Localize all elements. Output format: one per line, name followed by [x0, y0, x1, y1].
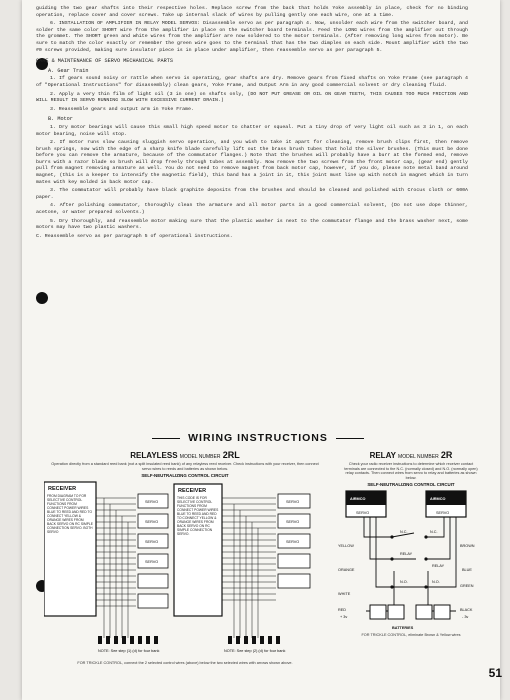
relay-note: Check your radio receiver instructions to determine which receiver contact terminals are connected to the N.C. (normally closed) and N.O. (normally open) relay contacts. Then connect wires from servo to relay and batteries as shown below.: [344, 462, 478, 480]
paragraph-gear-3: 3. Reassemble gears and output arm in Yoke Frame.: [50, 106, 194, 112]
receiver-2-note: THIS CODE IS FOR SELECTIVE CONTROL FUNCTIONS FROM CONNECT POWER WIRES BLUE TO REED AND RED TO CONNECT YELLOW & ORANGE WIRES FROM BACK SERVO ON RC SIMPLE CONNECTION SERVO.: [177, 496, 219, 537]
relay-model: 2R: [440, 450, 453, 460]
minus-3v-label: - 3v: [462, 615, 469, 620]
nc-label-1: N.C.: [400, 530, 408, 535]
paragraph-motor-2: 2. If motor runs slow causing sluggish servo operation, and you wish to take it apart for cleaning, remove brush clips first, then remove brush springs, now with the edge of a sharp knife blade carefully lift out the brass brush tubes that hold the silver brushes. (This must be done before you can remove the armature, because of the commutator flanges.) Note that the brushes will probably have a burr at the formed end, remove burrs with a razor blade so brush will drop freely through tubes at assembly. Now remove the two screws from the front motor cap, (gear end) gently pull from magnet removing armature as well. You do not need to remove magnet from back motor cap, however, if you do, please note metal band around magnet, (this is a keeper to intensify the magnetic field), this band has a joint in it, this joint must line up with notch in magnet which in turn mates with key molded in back motor cap.: [36, 140, 468, 185]
wire-blue-label: BLUE: [462, 568, 472, 573]
motor-heading: B. Motor: [48, 116, 73, 123]
servo-label: SERVO: [145, 500, 159, 505]
servo-1-brand: AIRMCO: [350, 497, 366, 502]
paragraph-amplifier: 6. INSTALLATION OF AMPLIFIER IN RELAY MODEL SERVOS: Disassemble servo as per paragraph 4. Now, unsolder each wire from the switcher board, and solder the same color SHORT wire from the amplifier in place on the switcher board terminals. Feed the LONG wires from the amplifier out through the grommet. The SHORT green and white wires from the amplifier are now soldered to the motor terminals. (After removing long wires from motor). Be sure to match the color exactly or remember the green wire goes to the terminal that has the two dimples on each side. Mount amplifier with the two #0 screws provided, making sure insulator piece is in place under amplifier, then reassemble servo as per paragraph 5.: [36, 21, 468, 53]
title-rule-left: [152, 438, 180, 439]
relayless-footer: FOR TRICKLE CONTROL, connect the 2 selected control wires (above) below the two selected wires with arrows shown above.: [77, 661, 293, 666]
relayless-model: 2RL: [222, 450, 240, 460]
servo-label: SERVO: [286, 540, 300, 545]
relay-label-1: RELAY: [400, 552, 413, 557]
relay-name: RELAY: [369, 451, 396, 460]
paragraph-motor-4: 4. After polishing commutator, thoroughly clean the armature and all motor parts in a good commercial solvent, (Do not use dope thinner, acetone, or water prepared solvents.): [36, 203, 468, 216]
paragraph-motor-3: 3. The commutator will probably have black graphite deposits from the brushes and should be cleaned and polished with Crocus cloth or 600A paper.: [36, 188, 468, 200]
wire-white-label: WHITE: [338, 592, 351, 597]
relayless-name: RELAYLESS: [130, 451, 178, 460]
wire-orange-label: ORANGE: [338, 568, 355, 573]
paragraph-gear-1: 1. If gears sound noisy or rattle when servo is operating, gear shafts are dry. Remove gears from fixed shafts on Yoke Frame (see paragraph 4 of "Operational Instructions" for disassembly) clean gears, Yoke Frame, and Output Arm in any good commercial solvent or dry cleaning fluid.: [36, 76, 468, 88]
relay-diagram: [336, 450, 486, 680]
paragraph-motor-5: 5. Dry thoroughly, and reassemble motor making sure that the plastic washer is next to the commutator flange and the brass washer next, some motors may have two plastic washers.: [36, 218, 468, 231]
caption-2: NOTE: See step (2) (d) for four bank: [224, 649, 286, 654]
relay-circuit-title: SELF-NEUTRALIZING CONTROL CIRCUIT: [367, 482, 455, 488]
receiver-1-label: RECEIVER: [48, 486, 77, 493]
no-label-1: N.O.: [400, 580, 408, 585]
servo-blocks-1: [138, 494, 168, 608]
gear-heading: A. Gear Train: [48, 67, 89, 74]
wire-yellow-label: YELLOW: [338, 544, 354, 549]
servo-2-label: SERVO: [436, 511, 450, 516]
servo-1-label: SERVO: [356, 511, 370, 516]
relay-footer: FOR TRICKLE CONTROL, eliminate Brown & Yellow wires: [361, 633, 461, 638]
wire-green-label: GREEN: [460, 584, 474, 589]
plus-3v-label: + 3v: [340, 615, 348, 620]
caption-1: NOTE: See step (1) (d) for four bank: [98, 649, 160, 654]
reed-contacts: [98, 636, 280, 644]
relayless-title: [44, 450, 326, 460]
batteries-label: BATTERIES: [392, 626, 414, 631]
nc-label-2: N.C.: [430, 530, 438, 535]
servo-2-brand: AIRMCO: [430, 497, 446, 502]
relay-model-label: MODEL NUMBER: [398, 454, 439, 460]
relayless-schematic: [44, 478, 326, 654]
servo-label: SERVO: [286, 520, 300, 525]
no-label-2: N.O.: [432, 580, 440, 585]
servo-label: SERVO: [286, 500, 300, 505]
title-rule-right: [336, 438, 364, 439]
paragraph-gear-2: 2. Apply a very thin film of light oil (3 in one) on shafts only, (DO NOT PUT GREASE OR OIL ON GEAR TEETH, THIS CAUSES TOO MUCH FRICTION AND WILL RESULT IN SERVO RUNNING SLOW WITH EXCESSIVE CURRENT DRAIN.): [36, 91, 468, 104]
relay-footer-box: [346, 633, 476, 653]
receiver-2-note-box: [177, 496, 220, 556]
receiver-1-note-box: [47, 494, 93, 554]
care-heading: CARE & MAINTENANCE OF SERVO MECHANICAL PARTS: [36, 58, 173, 65]
wire-bundle-2: [222, 498, 276, 638]
servo-label: SERVO: [145, 540, 159, 545]
servo-label: SERVO: [145, 560, 159, 565]
page-number: 51: [488, 666, 502, 680]
relayless-model-label: MODEL NUMBER: [179, 454, 221, 460]
wire-brown-label: BROWN: [460, 544, 475, 549]
body-text: [36, 6, 468, 242]
receiver-2-label: RECEIVER: [178, 488, 207, 495]
battery-cells: [370, 605, 450, 619]
servo-label: SERVO: [145, 520, 159, 525]
wire-bundle-1: [96, 498, 136, 638]
relay-schematic: [336, 487, 486, 657]
paragraph-motor-1: 1. Dry motor bearings will cause this small high speed motor to chatter or squeal. Put a tiny drop of very light oil such as 3 in 1, on each motor bearing, noise will stop.: [36, 124, 468, 137]
relayless-note: Operation directly from a standard reed bank (not a split insulated reed bank) of any relayless reed receiver. Check instructions with your receiver, then connect servo wires to reeds and batteries as shown below.: [51, 462, 319, 471]
relay-contacts: [390, 536, 427, 589]
wire-black-label: BLACK: [460, 608, 473, 613]
receiver-1-note: FROM DIAGRAM TO FOR SELECTIVE CONTROL FUNCTIONS FROM CONNECT POWER WIRES BLUE TO REED AND RED TO CONNECT YELLOW & ORANGE WIRES FROM BACK SERVO ON RC SIMPLE CONNECTION SERVO. BOTH SERVO: [47, 494, 93, 535]
relayless-circuit-title: SELF-NEUTRALIZING CONTROL CIRCUIT: [141, 473, 229, 479]
wiring-title: WIRING INSTRUCTIONS: [188, 432, 328, 444]
paragraph-reassemble: C. Reassemble servo as per paragraph 5 of operational instructions.: [36, 233, 233, 239]
binder-hole: [36, 292, 48, 304]
relay-label-2: RELAY: [432, 564, 445, 569]
paragraph-intro: guiding the two gear shafts into their respective holes. Replace screw from the back that holds Yoke assembly in place, check for no binding operation, replace cover and cover screws. Take up internal slack of wires by pulling gently one each wire, one at a time.: [36, 6, 468, 18]
relay-title: [336, 450, 486, 460]
wire-red-label: RED: [338, 608, 347, 613]
wiring-title-row: [108, 432, 408, 444]
relayless-diagram: [44, 450, 326, 680]
